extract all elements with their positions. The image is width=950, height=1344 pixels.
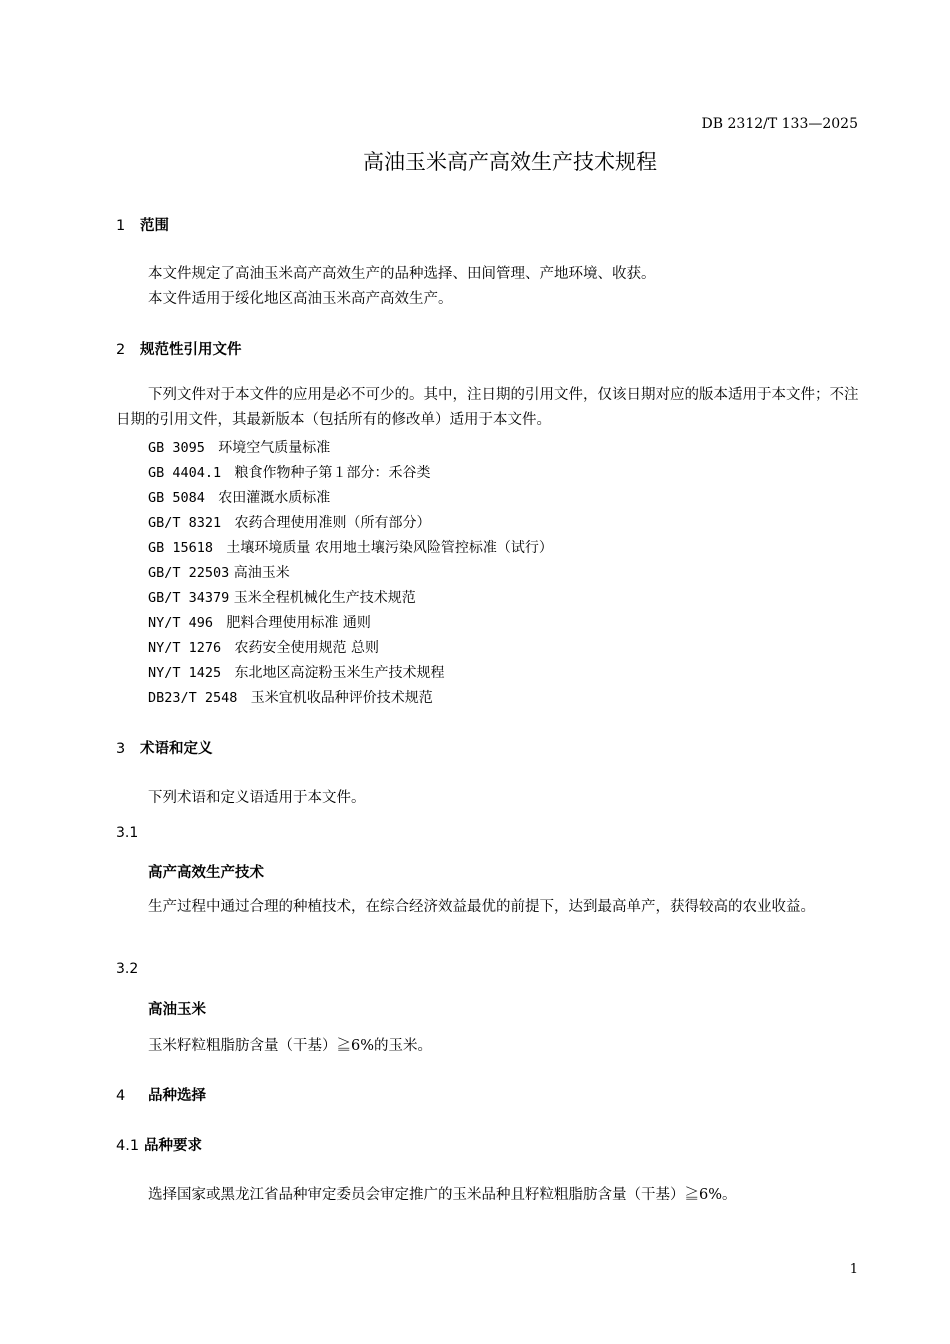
document-number: DB 2312/T 133—2025	[701, 116, 858, 132]
term-title: 高油玉米	[148, 1002, 206, 1018]
reference-item: NY/T 1276 农药安全使用规范 总则	[148, 640, 379, 656]
reference-item: GB 3095 环境空气质量标准	[148, 440, 331, 456]
reference-item: NY/T 496 肥料合理使用标准 通则	[148, 615, 371, 631]
reference-item: DB23/T 2548 玉米宜机收品种评价技术规范	[148, 690, 433, 706]
paragraph: 下列术语和定义语适用于本文件。	[148, 790, 366, 806]
reference-item: NY/T 1425 东北地区高淀粉玉米生产技术规程	[148, 665, 445, 681]
section-heading-2: 2 规范性引用文件	[116, 342, 242, 358]
page-title: 高油玉米高产高效生产技术规程	[363, 150, 657, 174]
reference-item: GB/T 22503 高油玉米	[148, 565, 290, 581]
term-definition: 生产过程中通过合理的种植技术，在综合经济效益最优的前提下，达到最高单产，获得较高的农业收益。	[148, 899, 815, 915]
reference-item: GB 4404.1 粮食作物种子第１部分：禾谷类	[148, 465, 431, 481]
paragraph: 本文件规定了高油玉米高产高效生产的品种选择、田间管理、产地环境、收获。	[148, 266, 656, 282]
section-heading-4: 4 品种选择	[116, 1088, 206, 1104]
reference-item: GB 15618 土壤环境质量 农用地土壤污染风险管控标准（试行）	[148, 540, 553, 556]
reference-item: GB/T 34379 玉米全程机械化生产技术规范	[148, 590, 416, 606]
term-definition: 玉米籽粒粗脂肪含量（干基）≧6%的玉米。	[148, 1038, 433, 1054]
section-heading-1: 1 范围	[116, 218, 169, 234]
term-title: 高产高效生产技术	[148, 865, 264, 881]
reference-item: GB 5084 农田灌溉水质标准	[148, 490, 331, 506]
reference-item: GB/T 8321 农药合理使用准则（所有部分）	[148, 515, 431, 531]
paragraph: 本文件适用于绥化地区高油玉米高产高效生产。	[148, 291, 453, 307]
page-number: 1	[849, 1262, 858, 1277]
section-heading-3: 3 术语和定义	[116, 741, 213, 757]
term-number: 3.2	[116, 961, 139, 977]
subsection-heading-4-1: 4.1 品种要求	[116, 1138, 202, 1154]
term-number: 3.1	[116, 825, 139, 841]
paragraph: 选择国家或黑龙江省品种审定委员会审定推广的玉米品种且籽粒粗脂肪含量（干基）≧6%。	[148, 1187, 737, 1203]
paragraph: 下列文件对于本文件的应用是必不可少的。其中，注日期的引用文件，仅该日期对应的版本适用于本文件；不注日期的引用文件，其最新版本（包括所有的修改单）适用于本文件。	[116, 387, 859, 428]
